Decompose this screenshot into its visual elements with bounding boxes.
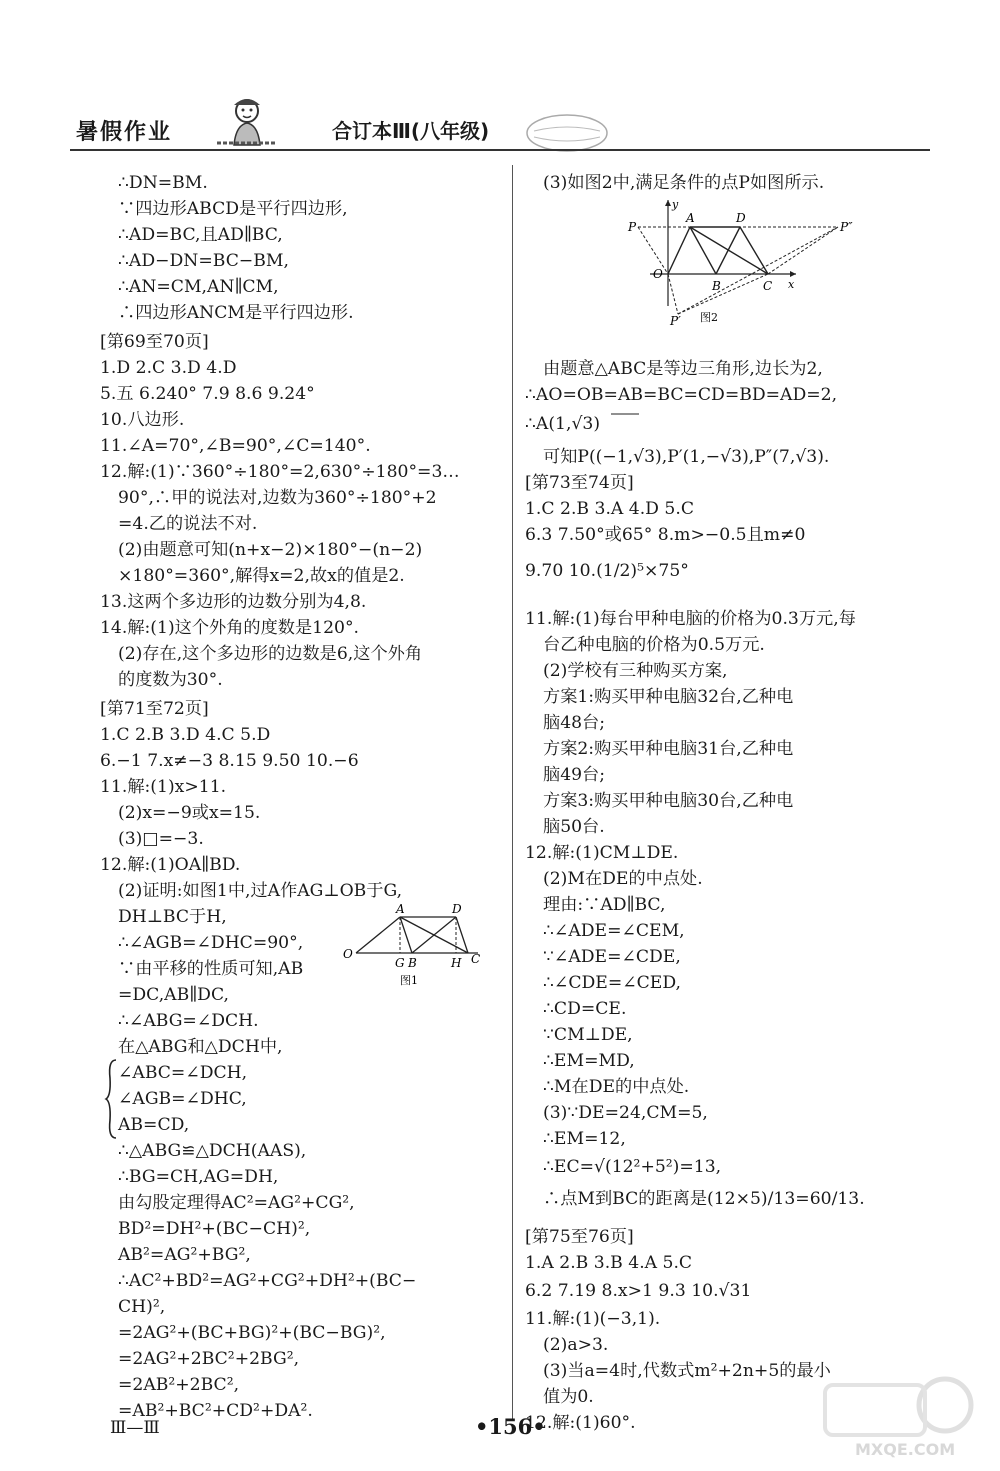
text-line: ∴BG=CH,AG=DH,: [118, 1167, 279, 1187]
text-line: 1.C 2.B 3.A 4.D 5.C: [525, 499, 694, 519]
text-line: ∴点M到BC的距离是(12×5)/13=60/13.: [543, 1189, 865, 1209]
fig2-caption: 图2: [700, 311, 718, 324]
text-line: AB=CD,: [118, 1115, 190, 1135]
text-line: 5.五 6.240° 7.9 8.6 9.24°: [100, 384, 315, 404]
text-line: (3)当a=4时,代数式m²+2n+5的最小: [543, 1361, 831, 1381]
text-line: ∴∠AGB=∠DHC=90°,: [118, 933, 304, 953]
book-subtitle: 合订本Ⅲ(八年级): [332, 119, 490, 143]
text-line: ∴∠ABG=∠DCH.: [118, 1011, 259, 1031]
text-line: 可知P((−1,√3),P′(1,−√3),P″(7,√3).: [543, 447, 830, 467]
text-line: ∵由平移的性质可知,AB: [118, 959, 304, 979]
text-line: 12.解:(1)60°.: [525, 1413, 636, 1433]
text-line: =4.乙的说法不对.: [118, 514, 258, 534]
text-line: DH⊥BC于H,: [118, 907, 227, 927]
text-line: (2)存在,这个多边形的边数是6,这个外角: [118, 644, 423, 664]
text-line: (2)由题意可知(n+x−2)×180°−(n−2): [118, 540, 423, 560]
text-line: ∴EM=MD,: [543, 1051, 635, 1071]
text-line: ∴AD=BC,且AD∥BC,: [118, 225, 283, 245]
mascot-icon: [212, 95, 282, 147]
text-line: 方案3:购买甲种电脑30台,乙种电: [543, 791, 794, 811]
text-line: ∴EC=√(12²+5²)=13,: [543, 1157, 722, 1177]
text-line: 12.解:(1)∵360°÷180°=2,630°÷180°=3…: [100, 462, 460, 482]
text-line: ∴M在DE的中点处.: [543, 1077, 690, 1097]
text-line: 1.C 2.B 3.D 4.C 5.D: [100, 725, 271, 745]
text-line: ∴∠ADE=∠CEM,: [543, 921, 685, 941]
text-line: 的度数为30°.: [118, 670, 223, 690]
sqrt-bar-icon: [611, 412, 639, 418]
system-brace-icon: [104, 1058, 118, 1140]
text-line: ∠ABC=∠DCH,: [118, 1063, 248, 1083]
text-line: AB²=AG²+BG²,: [118, 1245, 251, 1265]
fig1-label-g: G: [395, 956, 405, 970]
column-divider: [512, 165, 513, 1420]
fig1-label-d: D: [452, 902, 462, 916]
text-line: ∵∠ADE=∠CDE,: [543, 947, 681, 967]
fig2-label-p: P: [628, 220, 637, 234]
header-rule: [70, 149, 930, 151]
fig1-caption: 图1: [400, 974, 418, 987]
text-line: 1.A 2.B 3.B 4.A 5.C: [525, 1253, 693, 1273]
fig2-label-p2: P″: [840, 220, 853, 234]
text-line: (2)x=−9或x=15.: [118, 803, 261, 823]
text-line: ∴EM=12,: [543, 1129, 626, 1149]
text-line: (2)M在DE的中点处.: [543, 869, 703, 889]
text-line: =2AG²+(BC+BG)²+(BC−BG)²,: [118, 1323, 386, 1343]
text-line: ∠AGB=∠DHC,: [118, 1089, 247, 1109]
text-line: 14.解:(1)这个外角的度数是120°.: [100, 618, 360, 638]
watermark-text: MXQE.COM: [855, 1440, 956, 1459]
fig1-label-a: A: [396, 902, 405, 916]
figure-2: [620, 196, 860, 326]
text-line: 13.这两个多边形的边数分别为4,8.: [100, 592, 367, 612]
fig2-label-a: A: [686, 211, 695, 225]
page-header: [70, 95, 930, 155]
text-line: 11.解:(1)(−3,1).: [525, 1309, 661, 1329]
text-line: 6.−1 7.x≠−3 8.15 9.50 10.−6: [100, 751, 359, 771]
text-line: 脑48台;: [543, 713, 606, 733]
text-line: 台乙种电脑的价格为0.5万元.: [543, 635, 765, 655]
text-line: 脑49台;: [543, 765, 606, 785]
text-line: (2)证明:如图1中,过A作AG⊥OB于G,: [118, 881, 403, 901]
fig2-label-d: D: [736, 211, 746, 225]
text-line: (3)如图2中,满足条件的点P如图所示.: [543, 173, 825, 193]
text-line: ∴A(1,√3): [525, 414, 601, 434]
text-line: ∴∠CDE=∠CED,: [543, 973, 681, 993]
text-line: (3)□=−3.: [118, 829, 204, 849]
fig1-label-o: O: [343, 947, 353, 961]
text-line: 1.D 2.C 3.D 4.D: [100, 358, 237, 378]
text-line: =2AG²+2BC²+2BG²,: [118, 1349, 300, 1369]
text-line: ∴四边形ANCM是平行四边形.: [118, 303, 354, 323]
page-number: •156•: [475, 1414, 546, 1439]
text-line: ×180°=360°,解得x=2,故x的值是2.: [118, 566, 405, 586]
footer-code: Ⅲ—Ⅲ: [110, 1418, 160, 1438]
text-line: ∴DN=BM.: [118, 173, 208, 193]
section-heading: [第73至74页]: [525, 473, 634, 493]
text-line: 脑50台.: [543, 817, 605, 837]
fig2-label-c: C: [763, 279, 773, 293]
text-line: ∴AO=OB=AB=BC=CD=BD=AD=2,: [525, 385, 838, 405]
fig1-label-c: C: [471, 952, 481, 966]
text-line: =2AB²+2BC²,: [118, 1375, 240, 1395]
text-line: 12.解:(1)CM⊥DE.: [525, 843, 679, 863]
text-line: (2)a>3.: [543, 1335, 609, 1355]
section-heading: [第69至70页]: [100, 332, 209, 352]
text-line: 在△ABG和△DCH中,: [118, 1037, 283, 1057]
text-line: 方案2:购买甲种电脑31台,乙种电: [543, 739, 794, 759]
fig2-label-o: O: [653, 267, 663, 281]
text-line: 11.解:(1)x>11.: [100, 777, 227, 797]
text-line: 6.3 7.50°或65° 8.m>−0.5且m≠0: [525, 525, 806, 545]
fig2-label-x: x: [788, 278, 795, 291]
fig2-label-b: B: [712, 279, 721, 293]
figure-1: [338, 900, 490, 990]
text-line: (3)∵DE=24,CM=5,: [543, 1103, 708, 1123]
text-line: 11.解:(1)每台甲种电脑的价格为0.3万元,每: [525, 609, 856, 629]
fig2-label-p1: P′: [670, 314, 681, 326]
text-line: ∴△ABG≌△DCH(AAS),: [118, 1141, 307, 1161]
text-line: ∵CM⊥DE,: [543, 1025, 633, 1045]
text-line: 10.八边形.: [100, 410, 185, 430]
text-line: ∴AN=CM,AN∥CM,: [118, 277, 279, 297]
text-line: 6.2 7.19 8.x>1 9.3 10.√31: [525, 1281, 752, 1301]
text-line: 12.解:(1)OA∥BD.: [100, 855, 241, 875]
book-title: 暑假作业: [76, 119, 173, 145]
text-line: 9.70 10.(1/2)⁵×75°: [525, 561, 689, 581]
text-line: 90°,∴甲的说法对,边数为360°÷180°+2: [118, 488, 437, 508]
text-line: BD²=DH²+(BC−CH)²,: [118, 1219, 311, 1239]
text-line: ∴AD−DN=BC−BM,: [118, 251, 289, 271]
section-heading: [第75至76页]: [525, 1227, 634, 1247]
fig1-label-b: B: [408, 956, 417, 970]
text-line: 由勾股定理得AC²=AG²+CG²,: [118, 1193, 355, 1213]
text-line: ∴CD=CE.: [543, 999, 627, 1019]
text-line: ∵四边形ABCD是平行四边形,: [118, 199, 348, 219]
text-line: 由题意△ABC是等边三角形,边长为2,: [543, 359, 823, 379]
text-line: (2)学校有三种购买方案,: [543, 661, 728, 681]
text-line: 方案1:购买甲种电脑32台,乙种电: [543, 687, 794, 707]
text-line: =AB²+BC²+CD²+DA².: [118, 1401, 313, 1421]
text-line: ∴AC²+BD²=AG²+CG²+DH²+(BC−: [118, 1271, 417, 1291]
text-line: 11.∠A=70°,∠B=90°,∠C=140°.: [100, 436, 371, 456]
section-heading: [第71至72页]: [100, 699, 209, 719]
text-line: CH)²,: [118, 1297, 166, 1317]
text-line: 值为0.: [543, 1387, 594, 1407]
fig2-label-y: y: [672, 198, 679, 211]
text-line: =DC,AB∥DC,: [118, 985, 229, 1005]
fig1-label-h: H: [451, 956, 462, 970]
text-line: 理由:∵AD∥BC,: [543, 895, 666, 915]
